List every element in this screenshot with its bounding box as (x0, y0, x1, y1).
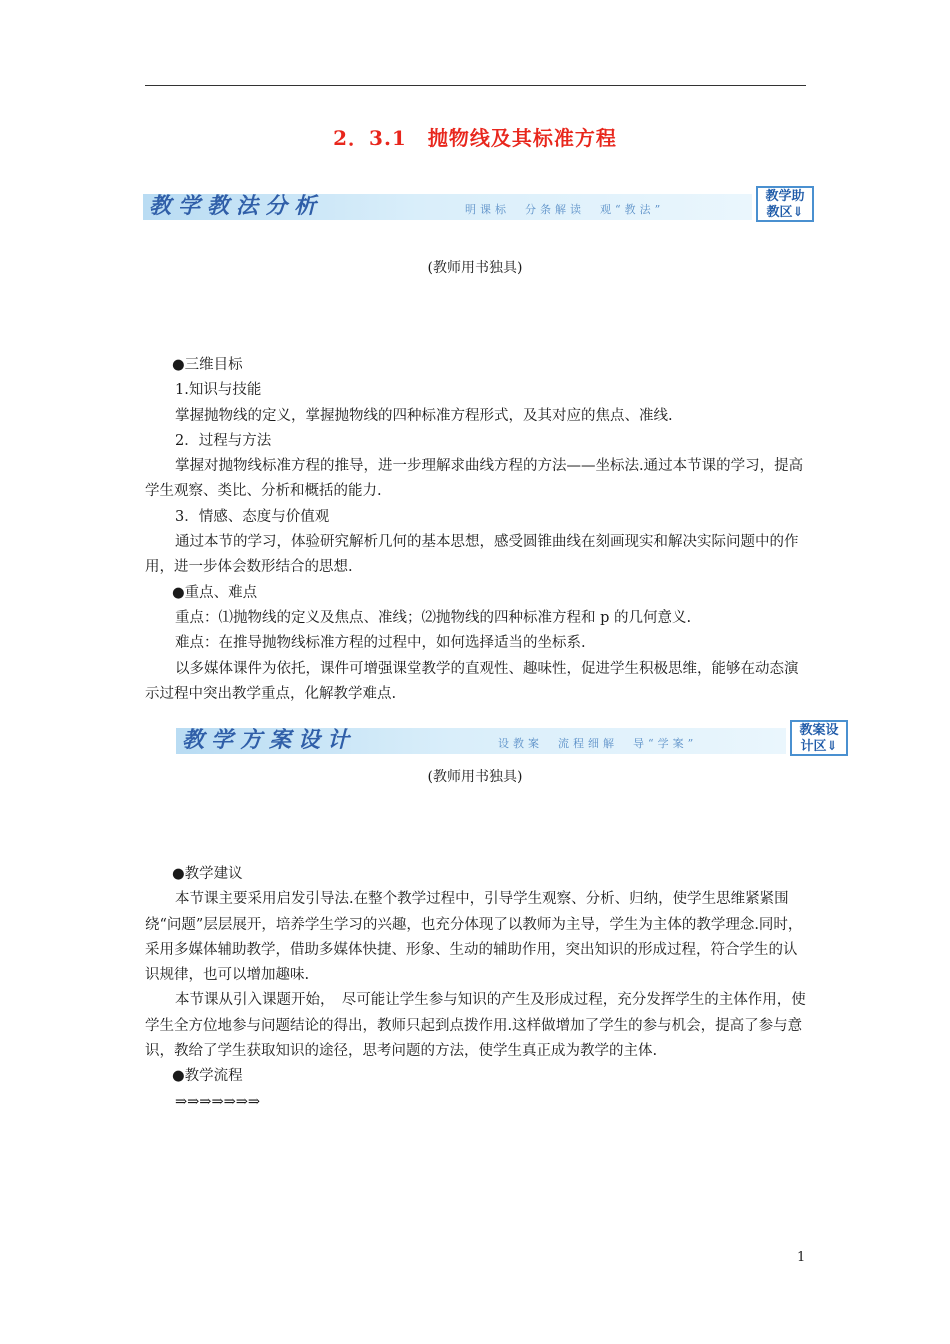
section-teaching-advice (145, 862, 807, 1115)
badge-line-2: 教区⇓ (766, 205, 804, 220)
paragraph-knowledge: 掌握抛物线的定义，掌握抛物线的四种标准方程形式，及其对应的焦点、准线. (175, 407, 673, 424)
paragraph-advice-1: 本节课主要采用启发引导法.在整个教学过程中，引导学生观察、分析、归纳，使学生思维紧紧围绕“问题”层层展开，培养学生学习的兴趣，也充分体现了以教师为主导，学生为主体的教学理念.同时，采用多媒体辅助教学，借助多媒体快捷、形象、生动的辅助作用，突出知识的形成过程，符合学生的认识规律，也可以增加趣味. (145, 891, 803, 984)
teaching-flow-arrows: ⇒⇒⇒⇒⇒⇒⇒ (175, 1093, 261, 1110)
page-number: 1 (797, 1250, 806, 1265)
badge-line-1: 教学助 (765, 189, 805, 204)
paragraph-emotion: 通过本节的学习，体验研究解析几何的基本思想，感受圆锥曲线在刻画现实和解决实际问题中的作用，进一步体会数形结合的思想. (145, 534, 799, 576)
banner-teaching-plan (176, 720, 848, 764)
subheading-emotion: 3．情感、态度与价值观 (175, 508, 330, 525)
paragraph-process: 掌握对抛物线标准方程的推导，进一步理解求曲线方程的方法——坐标法.通过本节课的学习，提高学生观察、类比、分析和概括的能力. (145, 458, 804, 500)
page-title: 2．3.1 抛物线及其标准方程 (333, 126, 617, 150)
heading-key-points: ●重点、难点 (172, 584, 258, 601)
banner-heading: 教学教法分析 (149, 193, 324, 219)
section-three-dim-goals (145, 353, 807, 707)
heading-teaching-flow: ●教学流程 (172, 1068, 243, 1085)
teacher-only-note-1: (教师用书独具) (427, 260, 523, 276)
paragraph-key-point: 重点：⑴抛物线的定义及焦点、准线；⑵抛物线的四种标准方程和 p 的几何意义. (175, 609, 692, 626)
paragraph-advice-2: 本节课从引入课题开始， 尽可能让学生参与知识的产生及形成过程，充分发挥学生的主体作用，使学生全方位地参与问题结论的得出，教师只起到点拨作用.这样做增加了学生的参与机会，提高了参与意识，教给了学生获取知识的途径，思考问题的方法，使学生真正成为教学的主体. (145, 992, 806, 1060)
banner-heading: 教学方案设计 (182, 727, 357, 753)
subheading-process: 2．过程与方法 (175, 432, 272, 449)
heading-teaching-advice: ●教学建议 (172, 866, 243, 882)
paragraph-multimedia: 以多媒体课件为依托，课件可增强课堂教学的直观性、趣味性，促进学生积极思维，能够在动态演示过程中突出教学重点，化解教学难点. (145, 660, 799, 702)
banner-subtitle: 明课标 分条解读 观“教法” (465, 203, 665, 216)
heading-three-dim-goals: ●三维目标 (172, 357, 243, 373)
badge-line-2: 计区⇓ (800, 739, 838, 754)
badge-teaching-help[interactable] (756, 186, 814, 222)
header-rule (145, 85, 806, 86)
banner-subtitle: 设教案 流程细解 导“学案” (498, 737, 698, 750)
badge-plan-design[interactable] (790, 720, 848, 756)
subheading-knowledge: 1.知识与技能 (175, 382, 262, 399)
banner-teaching-analysis (143, 186, 814, 230)
paragraph-difficulty: 难点：在推导抛物线标准方程的过程中，如何选择适当的坐标系. (175, 635, 586, 652)
badge-line-1: 教案设 (799, 723, 839, 738)
teacher-only-note-2: (教师用书独具) (427, 769, 523, 785)
